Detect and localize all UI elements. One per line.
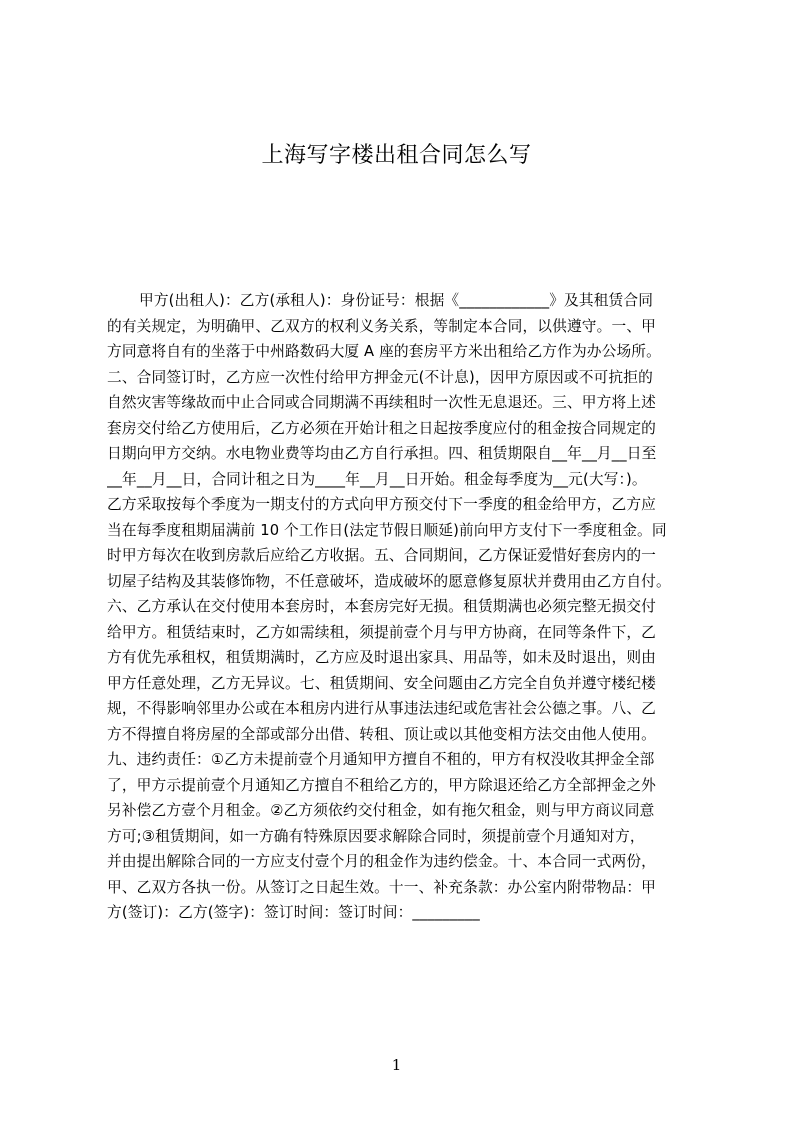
text-line: 方有优先承租权，租赁期满时，乙方应及时退出家具、用品等，如未及时退出，则由	[107, 649, 656, 666]
text-line: 方可;③租赁期间，如一方确有特殊原因要求解除合同时，须提前壹个月通知对方，	[107, 827, 645, 845]
page-number: 1	[391, 1056, 402, 1074]
text-line: 方同意将自有的坐落于中州路数码大厦 A 座的套房平方米出租给乙方作为办公场所。	[107, 343, 661, 360]
text-line: 另补偿乙方壹个月租金。②乙方须依约交付租金，如有拖欠租金，则与甲方商议同意	[107, 802, 655, 819]
text-line: 了，甲方示提前壹个月通知乙方擅自不租给乙方的，甲方除退还给乙方全部押金之外	[107, 776, 656, 794]
text-line: 六、乙方承认在交付使用本套房时，本套房完好无损。租赁期满也必须完整无损交付	[107, 598, 656, 615]
text-line: 并由提出解除合同的一方应支付壹个月的租金作为违约偿金。十、本合同一式两份，	[107, 853, 656, 870]
text-line: 甲方(出租人)：乙方(承租人)：身份证号：根据《____________》及其租赁合同	[139, 292, 654, 309]
text-line: 方(签订)：乙方(签字)：签订时间：签订时间：_________	[107, 904, 480, 921]
text-line: 切屋子结构及其装修饰物，不任意破坏，造成破坏的愿意修复原状并费用由乙方自付。	[107, 572, 671, 590]
text-line: 时甲方每次在收到房款后应给乙方收据。五、合同期间，乙方保证爱惜好套房内的一	[107, 547, 656, 564]
text-line: 乙方采取按每个季度为一期支付的方式向甲方预交付下一季度的租金给甲方，乙方应	[107, 496, 656, 513]
document-title: 上海写字楼出租合同怎么写	[261, 143, 532, 168]
text-line: 二、合同签订时，乙方应一次性付给甲方押金元(不计息)，因甲方原因或不可抗拒的	[107, 368, 653, 386]
text-line: 的有关规定，为明确甲、乙双方的权利义务关系，等制定本合同，以供遵守。一、甲	[107, 317, 656, 335]
document-body	[107, 288, 697, 926]
text-line: 给甲方。租赁结束时，乙方如需续租，须提前壹个月与甲方协商，在同等条件下，乙	[107, 623, 656, 641]
text-line: 九、违约责任：①乙方未提前壹个月通知甲方擅自不租的，甲方有权没收其押金全部	[107, 751, 655, 768]
text-line: 规，不得影响邻里办公或在本租房内进行从事违法违纪或危害社会公德之事。八、乙	[107, 700, 656, 717]
text-line: 日期向甲方交纳。水电物业费等均由乙方自行承担。四、租赁期限自__年__月__日至	[107, 445, 657, 462]
text-line: 套房交付给乙方使用后，乙方必须在开始计租之日起按季度应付的租金按合同规定的	[107, 419, 656, 437]
text-line: 方不得擅自将房屋的全部或部分出借、转租、顶让或以其他变相方法交由他人使用。	[107, 725, 656, 743]
text-line: 自然灾害等缘故而中止合同或合同期满不再续租时一次性无息退还。三、甲方将上述	[107, 394, 656, 411]
text-line: 当在每季度租期届满前 10 个工作日(法定节假日顺延)前向甲方支付下一季度租金。同	[107, 521, 667, 539]
text-line: 甲方任意处理，乙方无异议。七、租赁期间、安全问题由乙方完全自负并遵守楼纪楼	[107, 674, 656, 692]
text-line: 甲、乙双方各执一份。从签订之日起生效。十一、补充条款：办公室内附带物品：甲	[107, 878, 656, 896]
text-line: __年__月__日，合同计租之日为____年__月__日开始。租金每季度为__元(大写：)。	[107, 470, 647, 488]
